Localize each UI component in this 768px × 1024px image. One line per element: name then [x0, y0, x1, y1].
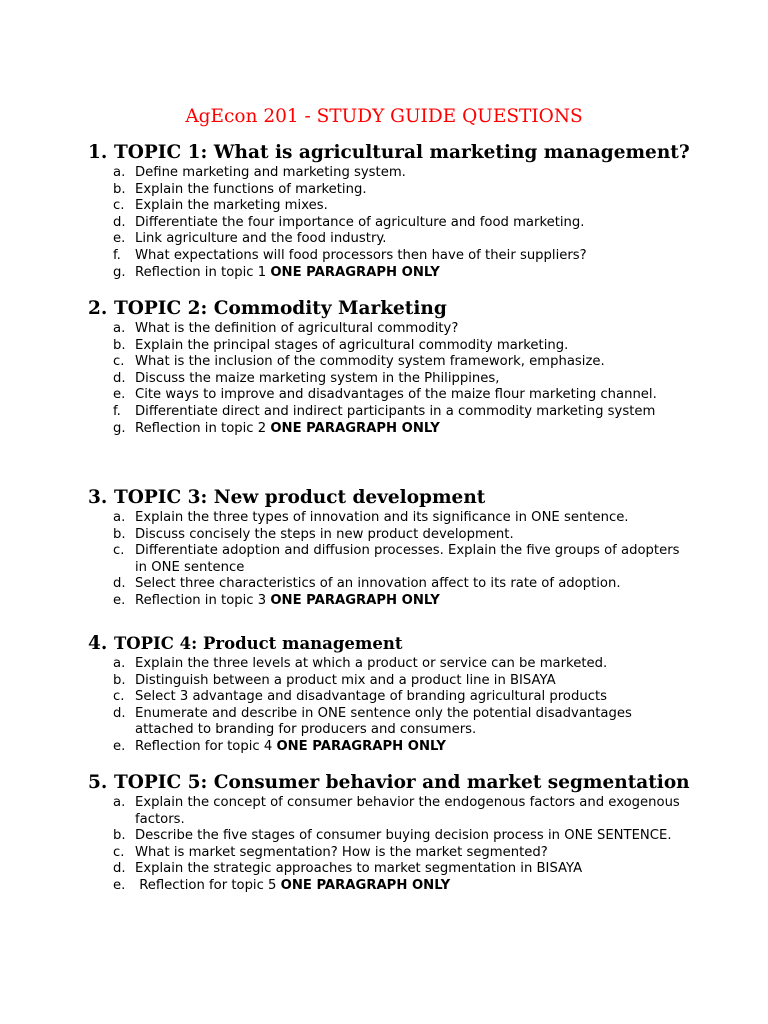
question-letter: e. — [113, 738, 126, 754]
question-list — [88, 510, 688, 610]
topic-title: TOPIC 5: Consumer behavior and market segmentation — [114, 772, 690, 793]
topic-heading — [88, 141, 688, 165]
topic-2 — [88, 297, 688, 437]
question-letter: d. — [113, 705, 126, 721]
topic-heading — [88, 632, 688, 656]
question-list — [88, 795, 688, 895]
question-letter: b. — [113, 672, 126, 688]
question-letter: f. — [113, 403, 121, 419]
question-item — [88, 421, 688, 438]
question-item — [88, 861, 688, 878]
question-item — [88, 215, 688, 232]
question-item — [88, 248, 688, 265]
question-letter: d. — [113, 861, 126, 877]
question-item — [88, 231, 688, 248]
question-text: Discuss the maize marketing system in the Philippines, — [135, 370, 500, 386]
question-letter: c. — [113, 689, 125, 705]
question-list — [88, 656, 688, 756]
topic-title: TOPIC 1: What is agricultural marketing management? — [114, 142, 690, 163]
question-text: Explain the marketing mixes. — [135, 198, 328, 214]
question-emphasis: ONE PARAGRAPH ONLY — [280, 877, 451, 893]
question-text: What is the inclusion of the commodity system framework, emphasize. — [135, 354, 605, 370]
question-item — [88, 338, 688, 355]
question-letter: d. — [113, 576, 126, 592]
question-letter: d. — [113, 214, 126, 230]
question-item — [88, 706, 688, 739]
question-letter: e. — [113, 231, 126, 247]
question-item — [88, 265, 688, 282]
question-text: Describe the five stages of consumer buying decision process in ONE SENTENCE. — [135, 828, 672, 844]
topic-3 — [88, 486, 688, 610]
question-letter: c. — [113, 543, 125, 559]
question-item — [88, 656, 688, 673]
question-text: Explain the principal stages of agricultural commodity marketing. — [135, 337, 569, 353]
question-text: Differentiate the four importance of agriculture and food marketing. — [135, 214, 585, 230]
topic-4 — [88, 632, 688, 756]
question-letter: e. — [113, 877, 126, 893]
topic-title: TOPIC 2: Commodity Marketing — [114, 298, 447, 319]
question-list — [88, 321, 688, 437]
question-letter: c. — [113, 198, 125, 214]
topic-5 — [88, 771, 688, 895]
question-item — [88, 510, 688, 527]
topic-heading — [88, 771, 688, 795]
question-text: Explain the strategic approaches to market segmentation in BISAYA — [135, 861, 583, 877]
question-letter: a. — [113, 656, 126, 671]
question-emphasis: ONE PARAGRAPH ONLY — [270, 264, 440, 280]
question-item — [88, 198, 688, 215]
question-letter: g. — [113, 420, 126, 436]
question-item — [88, 387, 688, 404]
question-item — [88, 527, 688, 544]
question-text: Reflection in topic 1 — [135, 264, 271, 280]
question-emphasis: ONE PARAGRAPH ONLY — [276, 738, 446, 754]
question-emphasis: ONE PARAGRAPH ONLY — [270, 420, 440, 436]
question-letter: b. — [113, 181, 126, 197]
question-letter: a. — [113, 510, 126, 525]
question-letter: g. — [113, 264, 126, 280]
question-letter: e. — [113, 592, 126, 608]
question-text: Link agriculture and the food industry. — [135, 231, 387, 247]
question-letter: d. — [113, 370, 126, 386]
question-letter: c. — [113, 354, 125, 370]
question-item — [88, 739, 688, 756]
topic-number: 1. — [88, 142, 108, 163]
question-text: Cite ways to improve and disadvantages of the maize flour marketing channel. — [135, 387, 657, 403]
topic-title: TOPIC 4: Product management — [114, 634, 403, 653]
question-text: What is the definition of agricultural commodity? — [135, 321, 459, 336]
question-text: What is market segmentation? How is the market segmented? — [135, 844, 548, 860]
question-letter: b. — [113, 337, 126, 353]
question-letter: a. — [113, 321, 126, 336]
question-item — [88, 593, 688, 610]
question-item — [88, 795, 688, 828]
question-text: Reflection for topic 5 — [135, 877, 281, 893]
question-letter: c. — [113, 844, 125, 860]
question-text: Differentiate direct and indirect participants in a commodity marketing system — [135, 403, 656, 419]
question-item — [88, 689, 688, 706]
question-text: Define marketing and marketing system. — [135, 165, 406, 180]
question-text: Explain the three levels at which a product or service can be marketed. — [135, 656, 608, 671]
question-text: Discuss concisely the steps in new product development. — [135, 526, 514, 542]
topic-number: 4. — [88, 633, 108, 654]
topic-number: 3. — [88, 487, 108, 508]
question-emphasis: ONE PARAGRAPH ONLY — [270, 592, 440, 608]
topic-heading — [88, 486, 688, 510]
question-item — [88, 543, 688, 576]
document-title: AgEcon 201 - STUDY GUIDE QUESTIONS — [185, 106, 583, 127]
question-text: Differentiate adoption and diffusion processes. Explain the five groups of adopters in ONE sentence — [135, 543, 680, 575]
topic-1 — [88, 141, 688, 281]
question-letter: f. — [113, 247, 121, 263]
question-text: What expectations will food processors then have of their suppliers? — [135, 247, 587, 263]
question-item — [88, 354, 688, 371]
topic-title: TOPIC 3: New product development — [114, 487, 486, 508]
question-text: Explain the functions of marketing. — [135, 181, 367, 197]
question-letter: a. — [113, 165, 126, 180]
topic-heading — [88, 297, 688, 321]
question-letter: a. — [113, 795, 126, 810]
question-item — [88, 828, 688, 845]
question-item — [88, 165, 688, 182]
question-item — [88, 845, 688, 862]
question-text: Explain the three types of innovation and its significance in ONE sentence. — [135, 510, 629, 525]
question-item — [88, 404, 688, 421]
question-text: Reflection in topic 2 — [135, 420, 271, 436]
question-text: Reflection for topic 4 — [135, 738, 277, 754]
question-letter: b. — [113, 526, 126, 542]
topic-number: 5. — [88, 772, 108, 793]
question-text: Select three characteristics of an innovation affect to its rate of adoption. — [135, 576, 621, 592]
question-item — [88, 182, 688, 199]
question-item — [88, 673, 688, 690]
question-text: Enumerate and describe in ONE sentence only the potential disadvantages attached to branding for producers and consumers. — [135, 705, 632, 738]
question-letter: e. — [113, 387, 126, 403]
question-list — [88, 165, 688, 281]
question-text: Reflection in topic 3 — [135, 592, 271, 608]
question-item — [88, 371, 688, 388]
question-item — [88, 576, 688, 593]
topic-number: 2. — [88, 298, 108, 319]
question-item — [88, 878, 688, 895]
question-text: Select 3 advantage and disadvantage of branding agricultural products — [135, 689, 607, 705]
question-letter: b. — [113, 828, 126, 844]
question-text: Distinguish between a product mix and a product line in BISAYA — [135, 672, 556, 688]
question-item — [88, 321, 688, 338]
question-text: Explain the concept of consumer behavior the endogenous factors and exogenous factors. — [135, 795, 680, 827]
